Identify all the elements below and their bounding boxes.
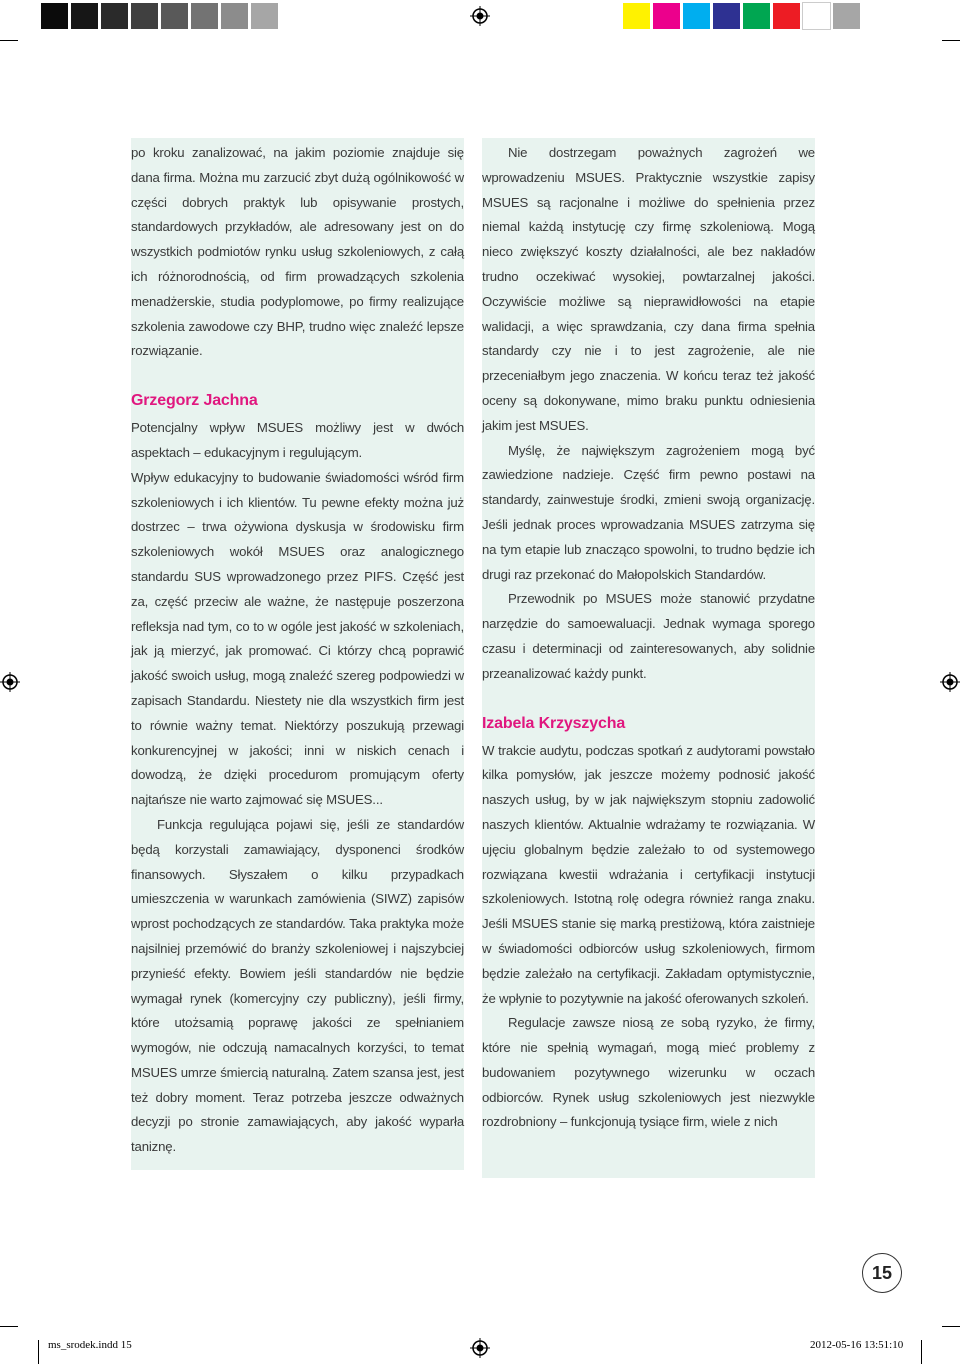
color-swatch <box>623 3 650 29</box>
paragraph: Funkcja regulująca pojawi się, jeśli ze standardów będą korzystali zamawiający, dysponenci środków finansowych. Słyszałem o kilku przypadkach umieszczenia w warunkach zamówienia (SIWZ) zapisów wprost pochodzących ze standardów. Taka praktyka może najsilniej przemówić do branży szkoleniowej i najszybciej przynieść efekty. Bowiem jeśli standardów nie będzie wymagał rynek (komercyjny czy publiczny), jeśli firmy, które utożsamią poprawę jakości ze spełnianiem wymogów, nie odczują namacalnych korzyści, to temat MSUES umrze śmiercią naturalną. Zatem szansa jest, jest też dobry moment. Teraz potrzeba jeszcze odważnych decyzji po stronie zamawiających, aby jakość wyparła taniznę. <box>131 816 464 1155</box>
color-swatch <box>191 3 218 29</box>
speaker-heading: Grzegorz Jachna <box>131 392 258 410</box>
color-swatch <box>71 3 98 29</box>
registration-mark-icon <box>0 672 20 692</box>
crop-mark <box>921 1340 922 1364</box>
grayscale-color-bar <box>41 3 281 29</box>
crop-mark <box>942 1326 960 1327</box>
color-swatch <box>683 3 710 29</box>
color-swatch <box>251 3 278 29</box>
crop-mark <box>0 40 18 41</box>
crop-mark <box>38 1340 39 1364</box>
color-swatch <box>653 3 680 29</box>
color-swatch <box>773 3 800 29</box>
color-swatch <box>161 3 188 29</box>
color-swatch <box>131 3 158 29</box>
paragraph: Nie dostrzegam poważnych zagrożeń we wprowadzeniu MSUES. Praktycznie wszystkie zapisy MSUES są racjonalne i możliwe do spełnienia przez niemal każdą instytucję czy firmę szkoleniową. Mogą nieco zwiększyć koszty działalności, ale bez nakładów trudno oczekiwać wysokiej, powtarzalnej jakości. Oczywiście możliwe są nieprawidłowości na etapie walidacji, a więc sprawdzania, czy dana firma spełnia standardy czy nie i to jest zagrożenie, ale nie przeceniałbym jego znaczenia. W końcu teraz też jakość oceny są dokonywane, mimo braku punktu odniesienia jakim jest MSUES. <box>482 145 815 433</box>
page-number: 15 <box>862 1253 902 1293</box>
registration-mark-icon <box>470 1338 490 1358</box>
paragraph: Przewodnik po MSUES może stanowić przydatne narzędzie do samoewaluacji. Jednak wymaga sporego czasu i determinacji od zainteresowanych, aby solidnie przeanalizować każdy punkt. <box>482 591 815 681</box>
paragraph: po kroku zanalizować, na jakim poziomie znajduje się dana firma. Można mu zarzucić zbyt dużą ogólnikowość w części dobrych praktyk lub opisywanie prostych, standardowych przykładów, ale adresowany jest on do wszystkich podmiotów rynku usług szkoleniowych, z całą ich różnorodnością, od firm prowadzących szkolenia menadżerskie, studia podyplomowe, po firmy realizujące szkolenia zawodowe czy BHP, trudno więc znaleźć lepsze rozwiązanie. <box>131 145 464 359</box>
color-swatch <box>803 3 830 29</box>
color-swatch <box>833 3 860 29</box>
registration-mark-icon <box>470 6 490 26</box>
paragraph: W trakcie audytu, podczas spotkań z audytorami powstało kilka pomysłów, jak jeszcze możemy podnosić jakość naszych usług, by w jak największym stopniu zadowolić naszych klientów. Aktualnie wdrażamy te rozwiązania. W ujęciu globalnym będzie zależało to od systemowego rozwiązana kwestii wdrażania i certyfikacji instytucji szkoleniowych. Istotną rolę odegra również ranga znaku. Jeśli MSUES stanie się marką prestiżową, która zaistnieje w świadomości odbiorców usług szkoleniowych, firmom będzie zależało na certyfikacji. Zakładam optymistycznie, że wpłynie to pozytywnie na jakość oferowanych szkoleń. <box>482 742 815 1006</box>
paragraph: Myślę, że największym zagrożeniem mogą być zawiedzione nadzieje. Część firm pewno postawi na standardy, zainwestuje środki, zmieni swoją organizację. Jeśli jednak proces wprowadzania MSUES zatrzyma się na tym etapie lub znacząco spowolni, to trudno będzie ich drugi raz przekonać do Małopolskich Standardów. <box>482 442 815 582</box>
color-swatch <box>41 3 68 29</box>
color-swatch <box>713 3 740 29</box>
speaker-heading: Izabela Krzyszycha <box>482 714 626 732</box>
crop-mark <box>942 40 960 41</box>
crop-mark <box>0 1326 18 1327</box>
paragraph: Regulacje zawsze niosą ze sobą ryzyko, że firmy, które nie spełnią wymagań, mogą mieć problemy z budowaniem pozytywnego wizerunku w oczach odbiorców. Rynek usług szkoleniowych jest niezwykle rozdrobniony – funkcjonują tysiące firm, wiele z nich <box>482 1015 815 1130</box>
color-swatch <box>101 3 128 29</box>
paragraph: Potencjalny wpływ MSUES możliwy jest w dwóch aspektach – edukacyjnym i regulującym. <box>131 420 464 460</box>
footer-filename: ms_srodek.indd 15 <box>48 1339 132 1351</box>
footer-timestamp: 2012-05-16 13:51:10 <box>810 1339 904 1351</box>
cmyk-color-bar <box>623 3 863 29</box>
registration-mark-icon <box>940 672 960 692</box>
color-swatch <box>221 3 248 29</box>
left-text-column <box>131 138 464 1170</box>
color-swatch <box>743 3 770 29</box>
paragraph: Wpływ edukacyjny to budowanie świadomości wśród firm szkoleniowych i ich klientów. Tu pewne efekty można już dostrzec – trwa ożywiona dyskusja w środowisku firm szkoleniowych wokół MSUES oraz analogicznego standardu SUS wprowadzonego przez PIFS. Część jest za, część przeciw ale ważne, że następuje poszerzona refleksja nad tym, co to w ogóle jest jakość w szkoleniach, jak ją mierzyć, jak promować. Ci którzy chcą poprawić jakość swoich usług, mogą znaleźć szereg podpowiedzi w zapisach Standardu. Niestety nie dla wszystkich firm jest to równie ważny temat. Niektórzy poszukują przewagi konkurencyjnej w jakości; inni w niskich cenach i dowodzą, że dzięki procedurom promującym oferty najtańsze nie warto zajmować się MSUES... <box>131 469 464 808</box>
right-text-column <box>482 138 815 1178</box>
